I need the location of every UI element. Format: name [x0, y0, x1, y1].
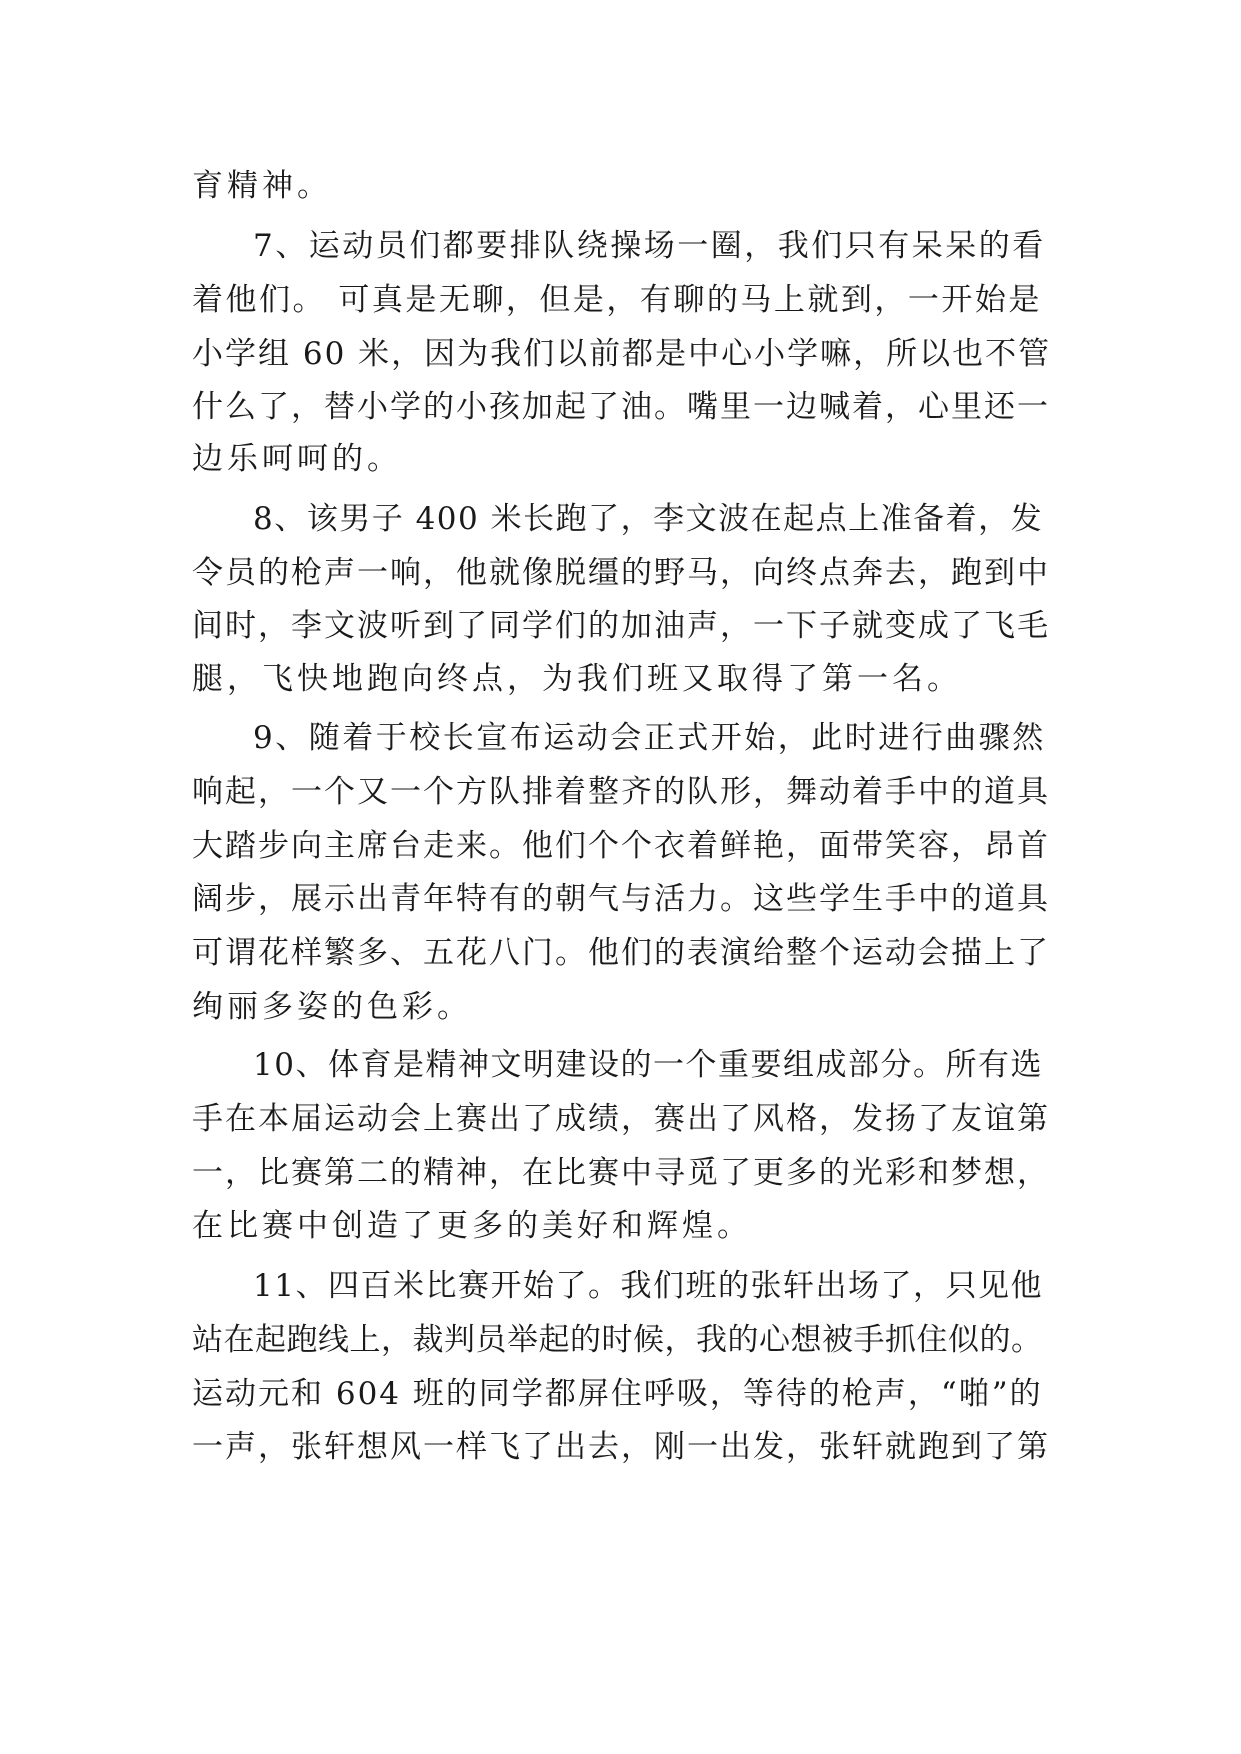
text-line: 响起，一个又一个方队排着整齐的队形，舞动着手中的道具 — [192, 774, 1050, 810]
text-line: 运动元和 604 班的同学都屏住呼吸，等待的枪声，“啪”的 — [192, 1376, 1043, 1412]
text-line: 站在起跑线上，裁判员举起的时候，我的心想被手抓住似的。 — [192, 1322, 1043, 1358]
text-line: 一，比赛第二的精神，在比赛中寻觅了更多的光彩和梦想， — [192, 1155, 1050, 1191]
text-line: 一声，张轩想风一样飞了出去，刚一出发，张轩就跑到了第 — [192, 1429, 1050, 1465]
text-line: 阔步，展示出青年特有的朝气与活力。这些学生手中的道具 — [192, 881, 1050, 917]
text-line: 间时，李文波听到了同学们的加油声，一下子就变成了飞毛 — [192, 608, 1050, 644]
text-line: 育精神。 — [192, 168, 332, 204]
text-line: 小学组 60 米，因为我们以前都是中心小学嘛，所以也不管 — [192, 336, 1052, 372]
text-line: 着他们。 可真是无聊，但是，有聊的马上就到，一开始是 — [192, 282, 1042, 318]
text-line: 腿，飞快地跑向终点，为我们班又取得了第一名。 — [192, 661, 962, 697]
text-line: 绚丽多姿的色彩。 — [192, 989, 472, 1025]
text-line: 边乐呵呵的。 — [192, 441, 402, 477]
paragraph-10-start: 10、体育是精神文明建设的一个重要组成部分。所有选 — [253, 1047, 1043, 1083]
paragraph-11-start: 11、四百米比赛开始了。我们班的张轩出场了，只见他 — [253, 1268, 1043, 1304]
paragraph-8-start: 8、该男子 400 米长跑了，李文波在起点上准备着，发 — [253, 501, 1044, 537]
text-line: 令员的枪声一响，他就像脱缰的野马，向终点奔去，跑到中 — [192, 555, 1050, 591]
paragraph-7-start: 7、运动员们都要排队绕操场一圈，我们只有呆呆的看 — [253, 228, 1046, 264]
text-line: 手在本届运动会上赛出了成绩，赛出了风格，发扬了友谊第 — [192, 1101, 1050, 1137]
text-line: 大踏步向主席台走来。他们个个衣着鲜艳，面带笑容，昂首 — [192, 828, 1050, 864]
paragraph-9-start: 9、随着于校长宣布运动会正式开始，此时进行曲骤然 — [253, 720, 1046, 756]
text-line: 可谓花样繁多、五花八门。他们的表演给整个运动会描上了 — [192, 935, 1050, 971]
text-line: 什么了，替小学的小孩加起了油。嘴里一边喊着，心里还一 — [192, 389, 1050, 425]
text-line: 在比赛中创造了更多的美好和辉煌。 — [192, 1208, 752, 1244]
